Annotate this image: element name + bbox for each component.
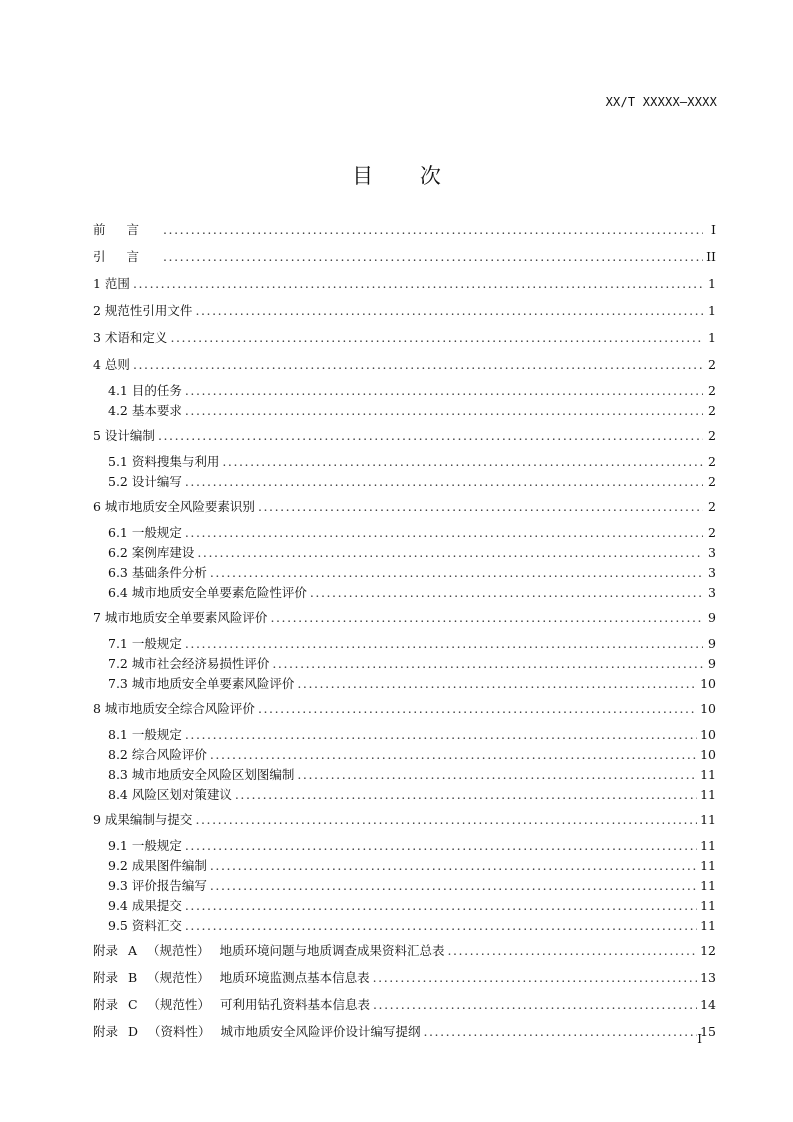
toc-entry-page: 12 [700,943,716,958]
dot-leader [185,636,703,651]
toc-entry-title: 4.1 目的任务 [108,383,182,398]
toc-entry-title: 2 规范性引用文件 [93,303,193,318]
toc-entry-title: 6.3 基础条件分析 [108,565,207,580]
toc-entry[interactable] [93,745,716,765]
dot-leader [373,997,697,1012]
toc-entry[interactable] [93,219,716,246]
toc-entry-title: 5 设计编制 [93,428,155,443]
toc-entry-page: 1 [708,303,716,318]
toc-entry[interactable] [93,967,716,994]
toc-entry[interactable] [93,916,716,936]
toc-entry[interactable] [93,246,716,273]
toc-entry-title: 4.2 基本要求 [108,403,182,418]
toc-entry[interactable] [93,994,716,1021]
toc-entry[interactable] [93,273,716,300]
toc-entry-page: 2 [708,525,716,540]
toc-entry[interactable] [93,543,716,563]
toc-entry-title: 8.3 城市地质安全风险区划图编制 [108,767,295,782]
toc-entry-title: 5.2 设计编写 [108,474,182,489]
dot-leader [258,701,697,716]
dot-leader [222,454,703,469]
toc-entry-title: 6.1 一般规定 [108,525,182,540]
toc-entry-page: 9 [708,636,716,651]
dot-leader [185,838,697,853]
toc-entry-title: 7.2 城市社会经济易损性评价 [108,656,270,671]
toc-entry-title: 6.4 城市地质安全单要素危险性评价 [108,585,307,600]
toc-entry-page: 1 [708,330,716,345]
toc-entry-title: 1 范围 [93,276,130,291]
toc-entry-page: 9 [708,656,716,671]
toc-entry-page: 11 [700,838,716,853]
dot-leader [185,918,697,933]
toc-entry-page: 9 [708,610,716,625]
toc-entry[interactable] [93,583,716,603]
toc-entry-title: 附录 D （资料性） 城市地质安全风险评价设计编写提纲 [93,1024,421,1039]
toc-entry-title: 附录 C （规范性） 可利用钻孔资料基本信息表 [93,997,370,1012]
toc-entry-title: 6.2 案例库建设 [108,545,195,560]
dot-leader [163,222,703,237]
toc-entry[interactable] [93,940,716,967]
toc-entry-page: 2 [708,357,716,372]
dot-leader [195,303,703,318]
toc-entry[interactable] [93,354,716,381]
toc-entry-title: 9 成果编制与提交 [93,812,193,827]
toc-entry[interactable] [93,327,716,354]
toc-entry[interactable] [93,607,716,634]
dot-leader [195,812,697,827]
toc-entry-page: 11 [700,767,716,782]
toc-entry[interactable] [93,381,716,401]
dot-leader [133,276,703,291]
standard-code: XX/T XXXXX—XXXX [605,95,717,109]
table-of-contents [93,219,716,1048]
toc-entry-title: 8.2 综合风险评价 [108,747,207,762]
toc-entry-page: 3 [708,545,716,560]
dot-leader [235,787,697,802]
toc-entry-title: 8 城市地质安全综合风险评价 [93,701,255,716]
toc-entry-title: 7.1 一般规定 [108,636,182,651]
toc-entry[interactable] [93,698,716,725]
toc-entry[interactable] [93,809,716,836]
toc-entry-page: 15 [700,1024,716,1039]
toc-entry[interactable] [93,856,716,876]
dot-leader [210,878,697,893]
toc-entry-title: 引言 [93,249,161,264]
toc-entry[interactable] [93,401,716,421]
toc-entry[interactable] [93,300,716,327]
toc-entry-title: 3 术语和定义 [93,330,168,345]
toc-entry-page: 2 [708,474,716,489]
toc-entry[interactable] [93,452,716,472]
dot-leader [163,249,703,264]
toc-entry[interactable] [93,654,716,674]
dot-leader [170,330,703,345]
toc-entry-page: II [706,249,716,264]
toc-entry-page: 11 [700,858,716,873]
toc-entry-page: 11 [700,812,716,827]
dot-leader [423,1024,697,1039]
dot-leader [133,357,703,372]
toc-entry-page: 10 [700,676,716,691]
toc-entry-page: 14 [700,997,716,1012]
toc-entry[interactable] [93,496,716,523]
page-number: I [697,1032,702,1046]
dot-leader [373,970,697,985]
toc-entry-title: 5.1 资料搜集与利用 [108,454,220,469]
toc-entry-title: 4 总则 [93,357,130,372]
toc-entry-page: 2 [708,499,716,514]
toc-entry-page: 3 [708,585,716,600]
dot-leader [210,747,697,762]
dot-leader [185,383,703,398]
toc-entry-title: 9.1 一般规定 [108,838,182,853]
toc-entry[interactable] [93,1021,716,1048]
dot-leader [185,525,703,540]
dot-leader [310,585,703,600]
toc-entry-title: 9.5 资料汇交 [108,918,182,933]
toc-entry-page: 11 [700,787,716,802]
toc-entry-page: 10 [700,747,716,762]
dot-leader [185,727,697,742]
dot-leader [272,656,703,671]
toc-entry[interactable] [93,785,716,805]
toc-entry[interactable] [93,836,716,856]
toc-entry-page: 2 [708,403,716,418]
dot-leader [185,898,697,913]
toc-entry-title: 附录 B （规范性） 地质环境监测点基本信息表 [93,970,370,985]
dot-leader [197,545,703,560]
toc-entry-title: 前言 [93,222,161,237]
toc-entry-title: 8.4 风险区划对策建议 [108,787,232,802]
dot-leader [210,565,703,580]
toc-entry-title: 附录 A （规范性） 地质环境问题与地质调查成果资料汇总表 [93,943,445,958]
dot-leader [447,943,697,958]
toc-entry[interactable] [93,634,716,654]
toc-entry[interactable] [93,425,716,452]
dot-leader [185,403,703,418]
dot-leader [270,610,703,625]
toc-entry-page: 10 [700,701,716,716]
toc-entry[interactable] [93,472,716,492]
dot-leader [258,499,703,514]
dot-leader [297,767,697,782]
dot-leader [297,676,697,691]
toc-entry[interactable] [93,876,716,896]
dot-leader [210,858,697,873]
toc-entry[interactable] [93,725,716,745]
page-title: 目 次 [352,164,461,188]
toc-entry-page: 11 [700,878,716,893]
toc-entry-title: 7.3 城市地质安全单要素风险评价 [108,676,295,691]
toc-entry-page: 1 [708,276,716,291]
toc-entry-page: 3 [708,565,716,580]
toc-entry[interactable] [93,563,716,583]
toc-entry-page: 10 [700,727,716,742]
toc-entry-page: I [711,222,716,237]
toc-entry[interactable] [93,523,716,543]
toc-entry-page: 11 [700,898,716,913]
toc-entry-title: 9.4 成果提交 [108,898,182,913]
toc-entry-page: 2 [708,428,716,443]
toc-entry[interactable] [93,765,716,785]
toc-entry[interactable] [93,896,716,916]
dot-leader [185,474,703,489]
toc-entry-page: 2 [708,454,716,469]
toc-entry-title: 9.2 成果图件编制 [108,858,207,873]
toc-entry-title: 6 城市地质安全风险要素识别 [93,499,255,514]
toc-entry[interactable] [93,674,716,694]
toc-entry-page: 13 [700,970,716,985]
toc-entry-page: 11 [700,918,716,933]
dot-leader [158,428,703,443]
toc-entry-page: 2 [708,383,716,398]
toc-entry-title: 7 城市地质安全单要素风险评价 [93,610,268,625]
toc-entry-title: 8.1 一般规定 [108,727,182,742]
toc-entry-title: 9.3 评价报告编写 [108,878,207,893]
